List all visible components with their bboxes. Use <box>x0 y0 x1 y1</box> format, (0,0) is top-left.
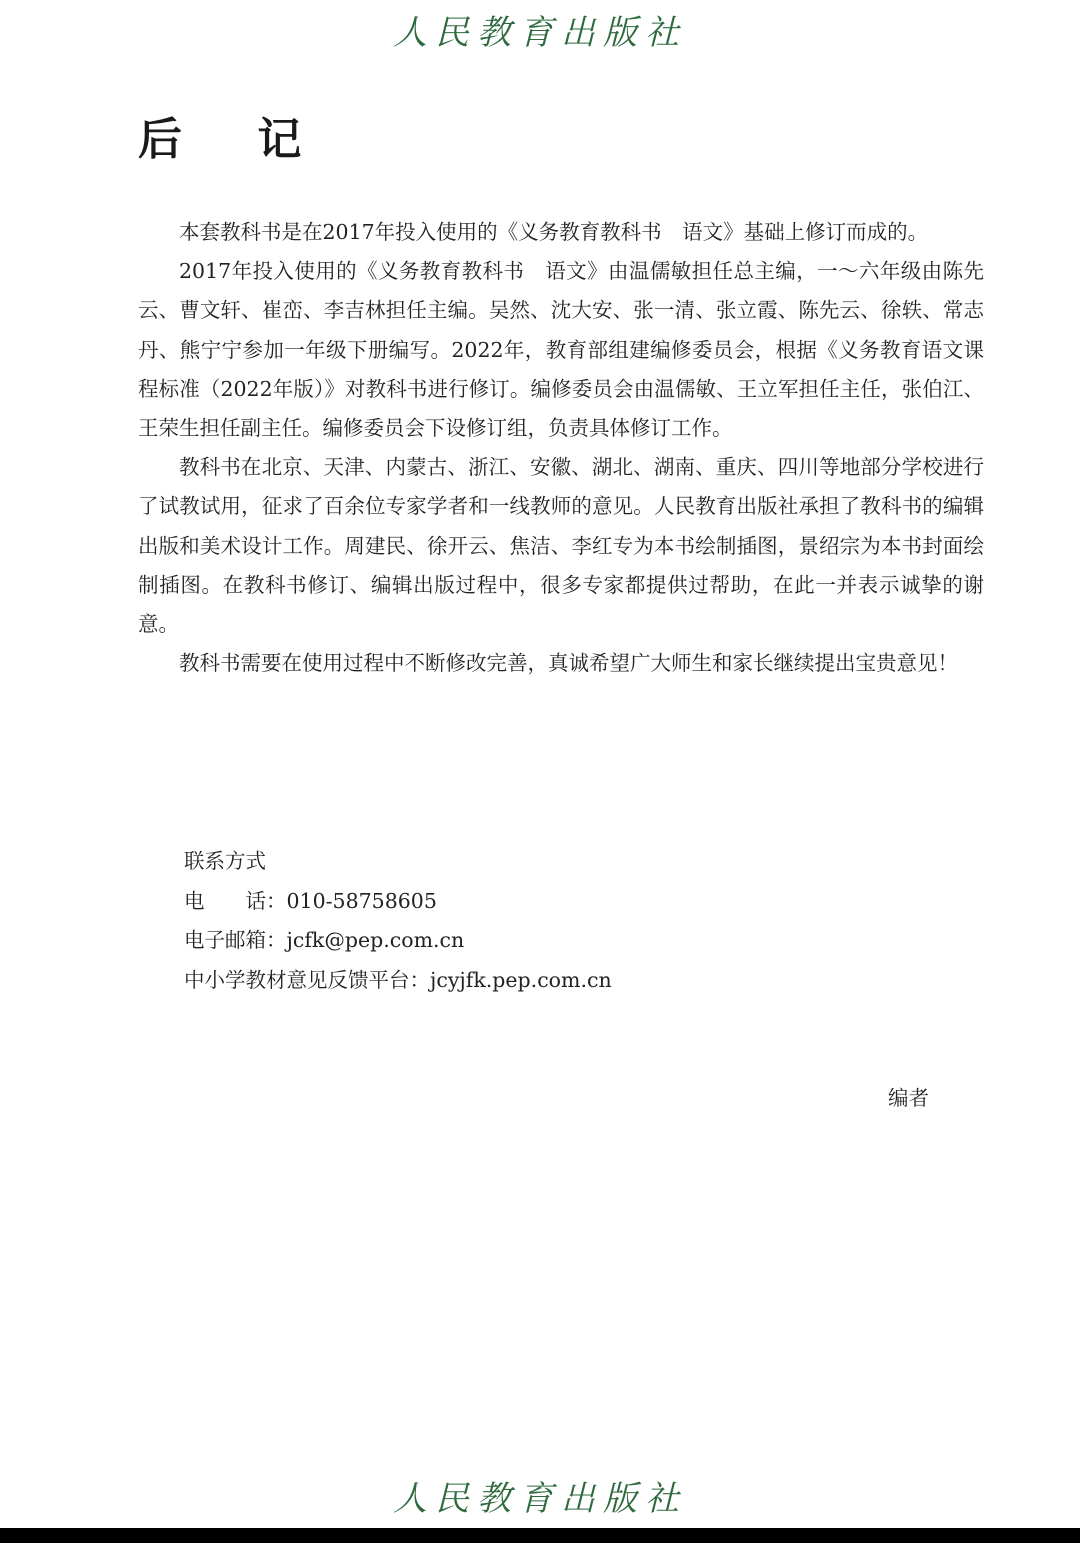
paragraph-4: 教科书需要在使用过程中不断修改完善，真诚希望广大师生和家长继续提出宝贵意见！ <box>179 651 958 676</box>
contact-phone: 电 话：010-58758605 <box>184 888 437 913</box>
contact-email: 电子邮箱：jcfk@pep.com.cn <box>184 928 465 952</box>
paragraph-3: 教科书在北京、天津、内蒙古、浙江、安徽、湖北、湖南、重庆、四川等地部分学校进行了试教试用，征求了百余位专家学者和一线教师的意见。人民教育出版社承担了教科书的编辑出版和美术设计工作。周建民、徐开云、焦洁、李红专为本书绘制插图，景绍宗为本书封面绘制插图。在教科书修订、编辑出版过程中，很多专家都提供过帮助，在此一并表示诚挚的谢意。 <box>138 455 984 637</box>
publisher-logo-bottom: 人民教育出版社 <box>393 1479 687 1519</box>
contact-heading: 联系方式 <box>184 849 266 873</box>
contact-block <box>184 842 612 1000</box>
publisher-logo-top: 人民教育出版社 <box>393 13 687 53</box>
contact-feedback-platform: 中小学教材意见反馈平台：jcyjfk.pep.com.cn <box>184 967 612 992</box>
paragraph-1: 本套教科书是在2017年投入使用的《义务教育教科书 语文》基础上修订而成的。 <box>179 220 929 244</box>
body-text <box>138 213 984 683</box>
page-title: 后 记 <box>138 114 332 165</box>
paragraph-2: 2017年投入使用的《义务教育教科书 语文》由温儒敏担任总主编，一～六年级由陈先云、曹文轩、崔峦、李吉林担任主编。吴然、沈大安、张一清、张立霞、陈先云、徐轶、常志丹、熊宁宁参加一年级下册编写。2022年，教育部组建编修委员会，根据《义务教育语文课程标准（2022年版）》对教科书进行修订。编修委员会由温儒敏、王立军担任主任，张伯江、王荣生担任副主任。编修委员会下设修订组，负责具体修订工作。 <box>138 259 984 441</box>
signature: 编者 <box>888 1086 929 1110</box>
